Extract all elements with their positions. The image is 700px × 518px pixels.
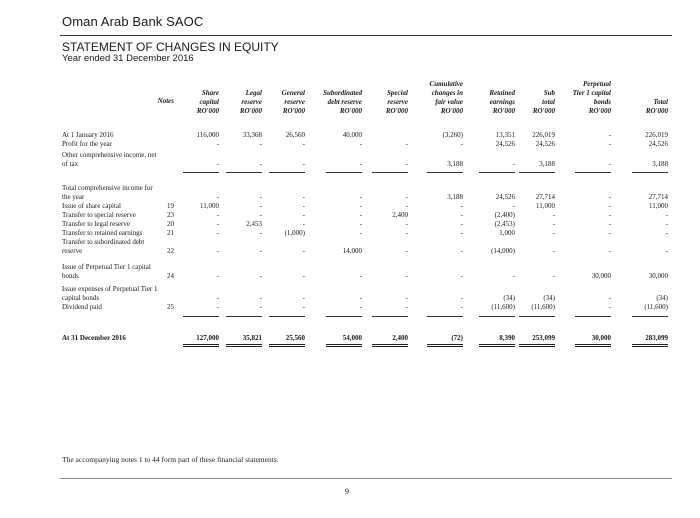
cell-cumulative: - — [460, 202, 463, 210]
company-name: Oman Arab Bank SAOC — [62, 14, 204, 29]
header-subordinated: Subordinated debt reserve RO'000 — [323, 89, 362, 115]
cell-share-capital: - — [216, 193, 219, 201]
cell-total: 3,188 — [652, 160, 668, 168]
cell-general-reserve: (1,000) — [284, 229, 305, 237]
subtotal-rule — [519, 172, 555, 173]
cell-share-capital: - — [216, 220, 219, 228]
cell-legal-reserve: - — [259, 303, 262, 311]
cell-retained: 24,526 — [495, 140, 515, 148]
row-label-continued: capital bonds — [62, 294, 100, 302]
cell-perpetual: - — [608, 211, 611, 219]
cell-legal-reserve: - — [259, 202, 262, 210]
cell-general-reserve: - — [302, 211, 305, 219]
cell-special-reserve: - — [405, 140, 408, 148]
row-label-continued: the year — [62, 193, 85, 201]
cell-total: 27,714 — [648, 193, 668, 201]
row-label-continued: reserve — [62, 247, 83, 255]
cell-total: 30,000 — [648, 272, 668, 280]
cell-special-reserve: - — [405, 303, 408, 311]
cell-special-reserve: - — [405, 247, 408, 255]
page-number: 9 — [345, 487, 349, 496]
statement-subtitle: Year ended 31 December 2016 — [62, 53, 194, 64]
cell-general-reserve: - — [302, 247, 305, 255]
total-double-rule — [372, 344, 408, 347]
cell-sub-total: 3,188 — [539, 160, 555, 168]
cell-legal-reserve: 35,821 — [242, 334, 262, 342]
cell-general-reserve: - — [302, 160, 305, 168]
cell-general-reserve: - — [302, 294, 305, 302]
cell-legal-reserve: - — [259, 229, 262, 237]
movement-rule — [226, 316, 262, 317]
cell-total: 226,019 — [645, 131, 668, 139]
cell-special-reserve: - — [405, 294, 408, 302]
cell-subordinated: - — [359, 220, 362, 228]
cell-share-capital: - — [216, 272, 219, 280]
cell-perpetual: - — [608, 202, 611, 210]
cell-sub-total: (34) — [543, 294, 555, 302]
total-double-rule — [269, 344, 305, 347]
cell-subordinated: - — [359, 211, 362, 219]
cell-legal-reserve: - — [259, 247, 262, 255]
cell-special-reserve: - — [405, 160, 408, 168]
row-note: 20 — [167, 220, 174, 228]
cell-cumulative: - — [460, 247, 463, 255]
subtotal-rule — [632, 172, 668, 173]
cell-perpetual: - — [608, 160, 611, 168]
row-label: Dividend paid — [62, 303, 102, 311]
movement-rule — [183, 316, 219, 317]
cell-cumulative: - — [460, 140, 463, 148]
cell-perpetual: - — [608, 193, 611, 201]
cell-share-capital: 127,000 — [196, 334, 219, 342]
cell-sub-total: (11,600) — [531, 303, 555, 311]
cell-total: (34) — [656, 294, 668, 302]
cell-special-reserve: 2,400 — [392, 334, 408, 342]
cell-share-capital: 11,000 — [200, 202, 219, 210]
cell-retained: - — [512, 160, 515, 168]
subtotal-rule — [326, 172, 362, 173]
cell-cumulative: - — [460, 294, 463, 302]
cell-sub-total: 226,019 — [532, 131, 555, 139]
cell-total: - — [665, 220, 668, 228]
cell-sub-total: 27,714 — [535, 193, 555, 201]
cell-retained: (2,453) — [494, 220, 515, 228]
row-note: 21 — [167, 229, 174, 237]
cell-subordinated: - — [359, 229, 362, 237]
cell-retained: (14,000) — [491, 247, 515, 255]
cell-perpetual: 30,000 — [591, 272, 611, 280]
cell-sub-total: - — [552, 211, 555, 219]
total-double-rule — [479, 344, 515, 347]
cell-share-capital: - — [216, 247, 219, 255]
cell-cumulative: 3,188 — [447, 193, 463, 201]
subtotal-rule — [183, 172, 219, 173]
header-cumulative: Cumulative changes in fair value RO'000 — [429, 80, 463, 115]
row-label: Transfer to subordinated debt — [62, 238, 145, 246]
cell-retained: - — [512, 202, 515, 210]
cell-subordinated: - — [359, 272, 362, 280]
cell-legal-reserve: - — [259, 140, 262, 148]
row-label: Issue of share capital — [62, 202, 121, 210]
cell-general-reserve: - — [302, 202, 305, 210]
cell-subordinated: - — [359, 303, 362, 311]
cell-retained: 24,526 — [495, 193, 515, 201]
cell-subordinated: 54,000 — [342, 334, 362, 342]
cell-total: - — [665, 211, 668, 219]
cell-special-reserve: - — [405, 229, 408, 237]
cell-sub-total: 11,000 — [536, 202, 555, 210]
cell-perpetual: - — [608, 247, 611, 255]
row-note: 23 — [167, 211, 174, 219]
total-double-rule — [519, 344, 555, 347]
cell-share-capital: - — [216, 140, 219, 148]
header-perpetual: Perpetual Tier 1 capital bonds RO'000 — [572, 80, 611, 115]
header-notes: Notes — [157, 97, 174, 105]
cell-retained: 8,390 — [499, 334, 515, 342]
cell-cumulative: 3,188 — [447, 160, 463, 168]
cell-perpetual: - — [608, 220, 611, 228]
cell-subordinated: - — [359, 202, 362, 210]
cell-sub-total: - — [552, 220, 555, 228]
row-label: Transfer to special reserve — [62, 211, 136, 219]
cell-retained: 1,000 — [499, 229, 515, 237]
cell-general-reserve: - — [302, 140, 305, 148]
row-note: 24 — [167, 272, 174, 280]
cell-general-reserve: - — [302, 220, 305, 228]
row-label: Total comprehensive income for — [62, 184, 153, 192]
row-label: Transfer to legal reserve — [62, 220, 130, 228]
cell-sub-total: - — [552, 247, 555, 255]
row-label: Other comprehensive income, net — [62, 151, 157, 159]
movement-rule — [519, 316, 555, 317]
total-double-rule — [326, 344, 362, 347]
cell-sub-total: 253,099 — [532, 334, 555, 342]
cell-share-capital: - — [216, 303, 219, 311]
row-note: 25 — [167, 303, 174, 311]
cell-legal-reserve: 2,453 — [246, 220, 262, 228]
cell-share-capital: - — [216, 211, 219, 219]
cell-general-reserve: 26,560 — [285, 131, 305, 139]
subtotal-rule — [372, 172, 408, 173]
cell-legal-reserve: - — [259, 272, 262, 280]
cell-retained: (34) — [503, 294, 515, 302]
cell-share-capital: 116,000 — [196, 131, 219, 139]
footer-rule — [60, 478, 672, 479]
cell-general-reserve: - — [302, 193, 305, 201]
row-note: 22 — [167, 247, 174, 255]
movement-rule — [479, 316, 515, 317]
cell-share-capital: - — [216, 160, 219, 168]
row-label-continued: bonds — [62, 272, 79, 280]
row-label: Issue expenses of Perpetual Tier 1 — [62, 285, 158, 293]
cell-perpetual: - — [608, 229, 611, 237]
cell-general-reserve: 25,560 — [285, 334, 305, 342]
cell-legal-reserve: - — [259, 193, 262, 201]
cell-cumulative: (3,260) — [442, 131, 463, 139]
total-double-rule — [183, 344, 219, 347]
header-legal-reserve: Legal reserve RO'000 — [239, 89, 262, 115]
cell-special-reserve: 2,400 — [392, 211, 408, 219]
header-sub-total: Sub total RO'000 — [532, 89, 555, 115]
cell-retained: (11,600) — [491, 303, 515, 311]
cell-legal-reserve: - — [259, 294, 262, 302]
cell-cumulative: - — [460, 272, 463, 280]
header-total: Total RO'000 — [645, 98, 668, 115]
header-general-reserve: General reserve RO'000 — [281, 89, 305, 115]
cell-subordinated: - — [359, 294, 362, 302]
cell-share-capital: - — [216, 229, 219, 237]
cell-total: 283,099 — [645, 334, 668, 342]
cell-sub-total: - — [552, 272, 555, 280]
cell-legal-reserve: 33,368 — [242, 131, 262, 139]
cell-sub-total: 24,526 — [535, 140, 555, 148]
cell-retained: 13,351 — [495, 131, 515, 139]
row-label: At 31 December 2016 — [62, 334, 126, 342]
cell-perpetual: - — [608, 140, 611, 148]
subtotal-rule — [427, 172, 463, 173]
cell-special-reserve: - — [405, 220, 408, 228]
cell-cumulative: - — [460, 303, 463, 311]
cell-retained: (2,400) — [494, 211, 515, 219]
cell-perpetual: - — [608, 294, 611, 302]
subtotal-rule — [269, 172, 305, 173]
cell-share-capital: - — [216, 294, 219, 302]
cell-cumulative: - — [460, 211, 463, 219]
cell-legal-reserve: - — [259, 211, 262, 219]
total-double-rule — [632, 344, 668, 347]
cell-general-reserve: - — [302, 272, 305, 280]
cell-sub-total: - — [552, 229, 555, 237]
movement-rule — [632, 316, 668, 317]
cell-cumulative: - — [460, 220, 463, 228]
cell-cumulative: - — [460, 229, 463, 237]
total-double-rule — [427, 344, 463, 347]
cell-total: 24,526 — [648, 140, 668, 148]
cell-subordinated: - — [359, 140, 362, 148]
header-special-reserve: Special reserve RO'000 — [385, 89, 408, 115]
movement-rule — [575, 316, 611, 317]
cell-subordinated: - — [359, 193, 362, 201]
cell-total: - — [665, 247, 668, 255]
cell-perpetual: - — [608, 131, 611, 139]
subtotal-rule — [479, 172, 515, 173]
cell-subordinated: 14,000 — [342, 247, 362, 255]
subtotal-rule — [575, 172, 611, 173]
cell-subordinated: 40,000 — [342, 131, 362, 139]
cell-general-reserve: - — [302, 303, 305, 311]
cell-subordinated: - — [359, 160, 362, 168]
row-label: At 1 January 2016 — [62, 131, 114, 139]
header-share-capital: Share capital RO'000 — [196, 89, 219, 115]
cell-special-reserve: - — [405, 202, 408, 210]
cell-perpetual: 30,000 — [591, 334, 611, 342]
total-double-rule — [575, 344, 611, 347]
movement-rule — [269, 316, 305, 317]
cell-special-reserve: - — [405, 193, 408, 201]
movement-rule — [326, 316, 362, 317]
movement-rule — [372, 316, 408, 317]
movement-rule — [427, 316, 463, 317]
footer-note: The accompanying notes 1 to 44 form part of these financial statements. — [62, 455, 279, 464]
header-retained: Retained earnings RO'000 — [489, 89, 515, 115]
total-double-rule — [226, 344, 262, 347]
header-rule — [60, 35, 672, 36]
cell-special-reserve: - — [405, 272, 408, 280]
row-label: Issue of Perpetual Tier 1 capital — [62, 263, 151, 271]
cell-cumulative: (72) — [451, 334, 463, 342]
cell-total: - — [665, 229, 668, 237]
row-label: Transfer to retained earnings — [62, 229, 143, 237]
cell-total: 11,000 — [649, 202, 668, 210]
cell-total: (11,600) — [644, 303, 668, 311]
cell-legal-reserve: - — [259, 160, 262, 168]
cell-perpetual: - — [608, 303, 611, 311]
row-note: 19 — [167, 202, 174, 210]
subtotal-rule — [226, 172, 262, 173]
cell-retained: - — [512, 272, 515, 280]
statement-title: STATEMENT OF CHANGES IN EQUITY — [62, 40, 279, 54]
row-label: Profit for the year — [62, 140, 112, 148]
row-label-continued: of tax — [62, 160, 79, 168]
